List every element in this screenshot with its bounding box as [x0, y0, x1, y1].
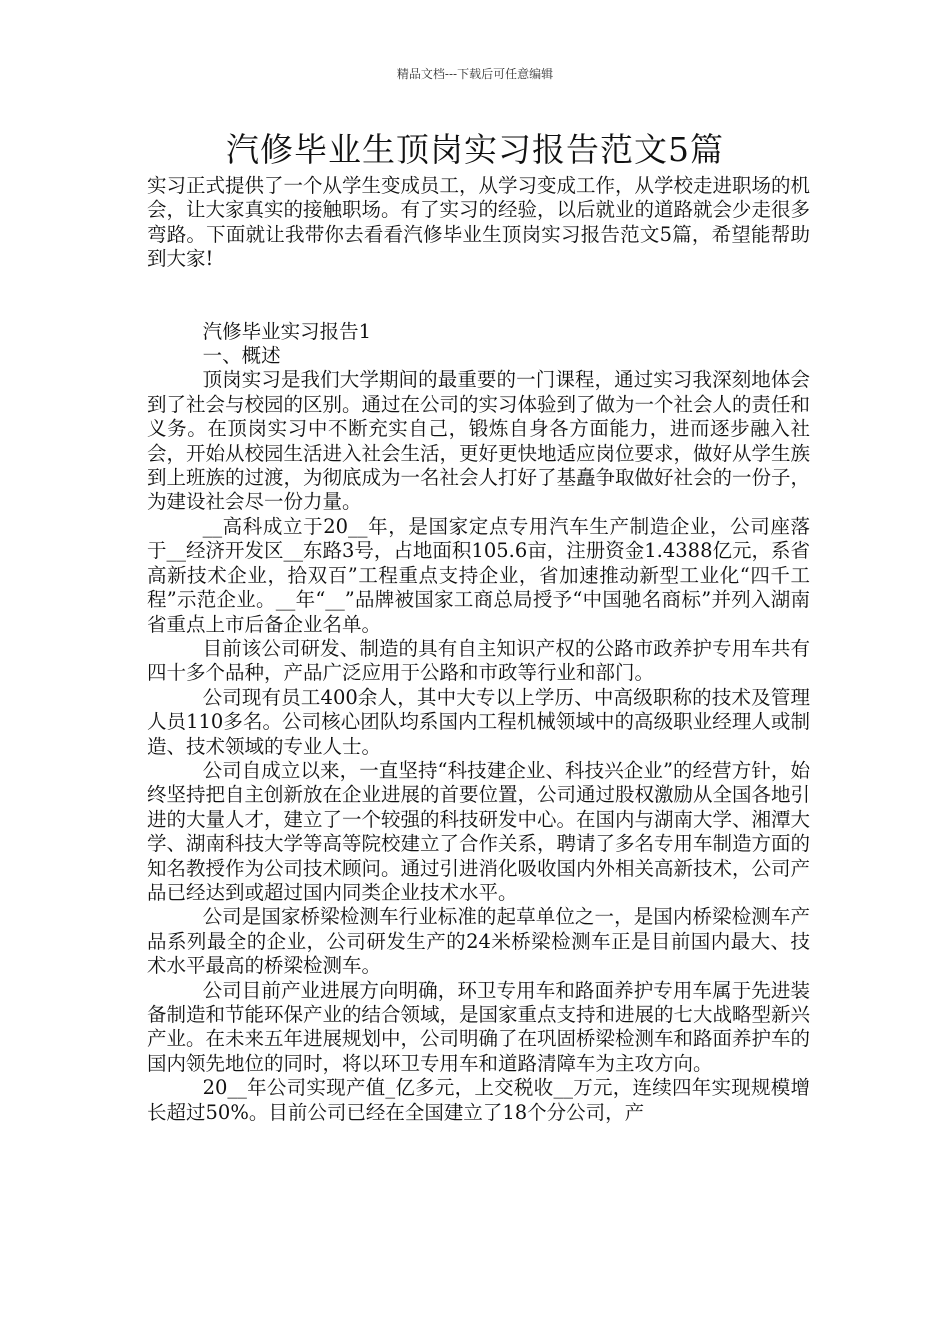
intro-paragraph: 实习正式提供了一个从学生变成员工，从学习变成工作，从学校走进职场的机会，让大家真实的接触职场。有了实习的经验，以后就业的道路就会少走很多弯路。下面就让我带你去看看汽修毕业生顶岗实习报告范文5篇，希望能帮助到大家!	[147, 174, 811, 271]
section-title: 汽修毕业实习报告1	[202, 319, 371, 343]
paragraph-gap	[147, 272, 810, 320]
body-paragraph: 顶岗实习是我们大学期间的最重要的一门课程，通过实习我深刻地体会到了社会与校园的区别。通过在公司的实习体验到了做为一个社会人的责任和义务。在顶岗实习中不断充实自己，锻炼自身各方面能力，进而逐步融入社会，开始从校园生活进入社会生活，更好更快地适应岗位要求，做好从学生族到上班族的过渡，为彻底成为一名社会人打好了基矗争取做好社会的一份子，为建设社会尽一份力量。	[147, 368, 811, 514]
body-paragraph: 公司是国家桥梁检测车行业标准的起草单位之一，是国内桥梁检测车产品系列最全的企业，公司研发生产的24米桥梁检测车正是目前国内最大、技术水平最高的桥梁检测车。	[147, 905, 810, 978]
body-paragraph: 20__年公司实现产值_亿多元，上交税收__万元，连续四年实现规模增长超过50%。目前公司已经在全国建立了18个分公司，产	[147, 1076, 810, 1124]
body-paragraph: 公司自成立以来，一直坚持“科技建企业、科技兴企业”的经营方针，始终坚持把自主创新放在企业进展的首要位置，公司通过股权激励从全国各地引进的大量人才，建立了一个较强的科技研发中心。在国内与湖南大学、湘潭大学、湖南科技大学等高等院校建立了合作关系，聘请了多名专用车制造方面的知名教授作为公司技术顾问。通过引进消化吸收国内外相关高新技术，公司产品已经达到或超过国内同类企业技术水平。	[147, 758, 811, 904]
body-paragraph: __高科成立于20__年，是国家定点专用汽车生产制造企业，公司座落于__经济开发区__东路3号，占地面积105.6亩，注册资金1.4388亿元，系省高新技术企业，拾双百”工程重点支持企业，省加速推动新型工业化“四千工程”示范企业。__年“__”品牌被国家工商总局授予“中国驰名商标”并列入湖南省重点上市后备企业名单。	[147, 514, 810, 636]
body-paragraph: 公司目前产业进展方向明确，环卫专用车和路面养护专用车属于先进装备制造和节能环保产业的结合领域，是国家重点支持和进展的七大战略型新兴产业。在未来五年进展规划中，公司明确了在巩固桥梁检测车和路面养护车的国内领先地位的同时，将以环卫专用车和道路清障车为主攻方向。	[147, 978, 811, 1075]
document-title: 汽修毕业生顶岗实习报告范文5篇	[226, 130, 724, 169]
header-note: 精品文档---下载后可任意编辑	[396, 67, 554, 81]
body-paragraph: 目前该公司研发、制造的具有自主知识产权的公路市政养护专用车共有四十多个品种，产品广泛应用于公路和市政等行业和部门。	[147, 636, 810, 685]
body-paragraph: 公司现有员工400余人，其中大专以上学历、中高级职称的技术及管理人员110多名。公司核心团队均系国内工程机械领域中的高级职业经理人或制造、技术领域的专业人士。	[147, 685, 810, 758]
subsection-title: 一、概述	[202, 344, 281, 368]
document-body	[147, 174, 810, 1125]
